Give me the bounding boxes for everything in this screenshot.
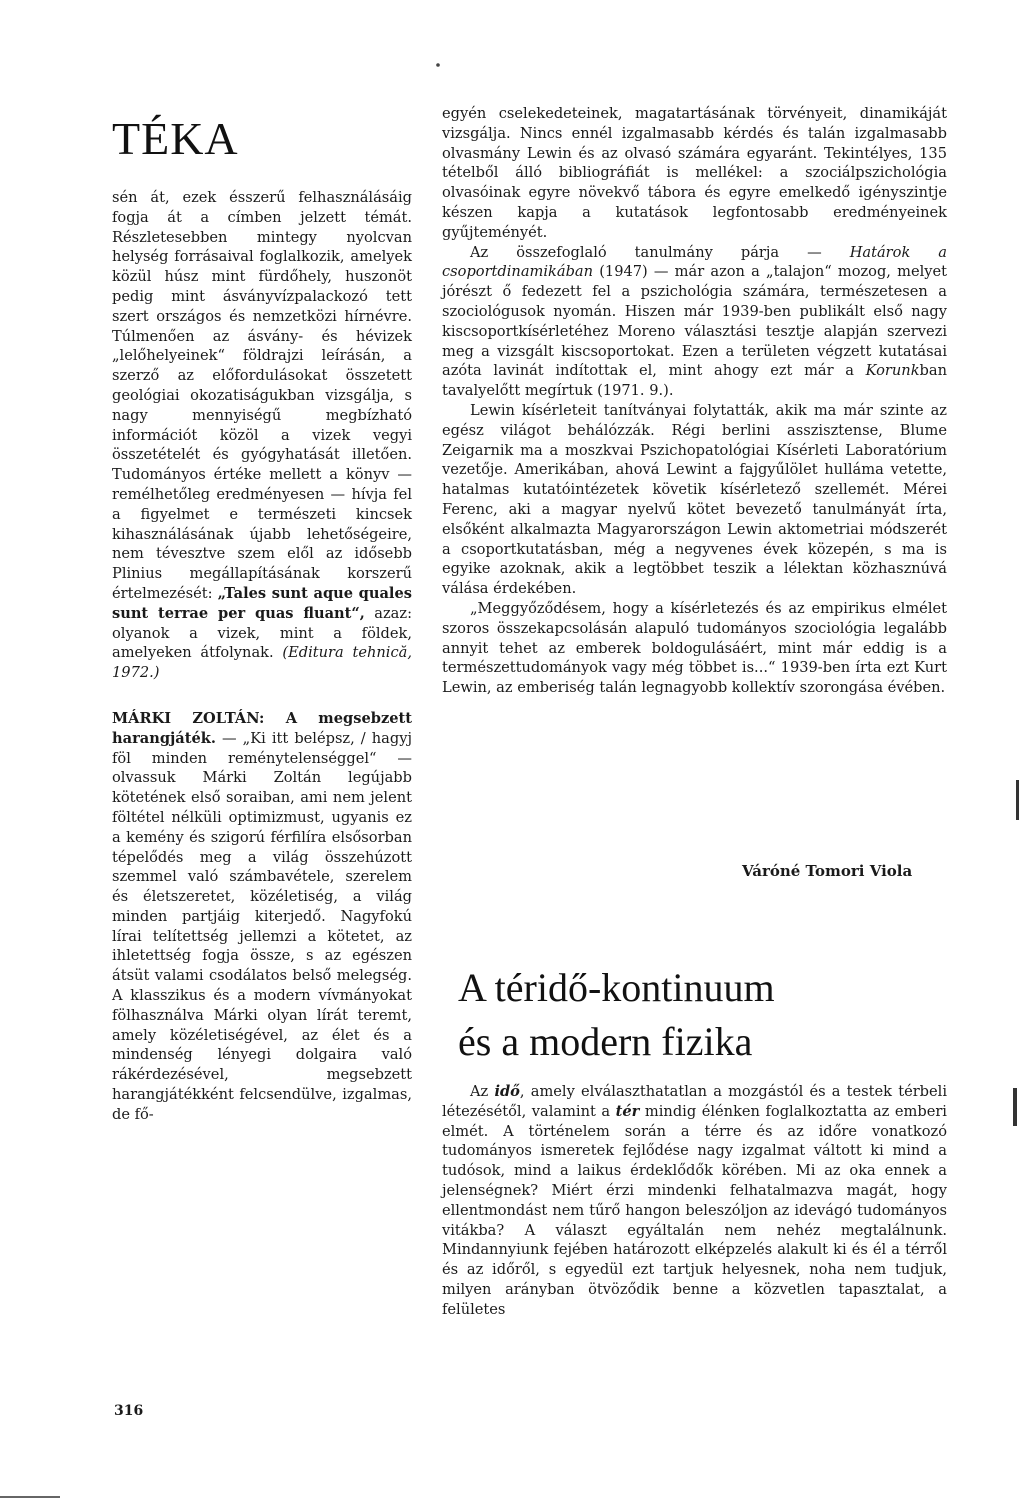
journal-name: Korunk <box>865 362 920 380</box>
paragraph-text: Az összefoglaló tanulmány párja — <box>470 243 850 261</box>
paragraph-text: ban tavalyelőtt megírtuk (1971. 9.). <box>442 362 947 400</box>
review-text-continued: azaz: olyanok a vizek, mint a földek, amelyeken átfolynak. <box>112 604 412 662</box>
body-paragraph: „Meggyőződésem, hogy a kísérletezés és az empirikus elmélet szoros összekapcsolásán alapuló tudományos szociológia legalább annyit tehet az emberek boldogulásáért, mint már eddig is a természettudományok vagy még többet is...“ 1939-ben írta ezt Kurt Lewin, az emberiség talán legnagyobb kollektív szorongása évében. <box>442 599 947 697</box>
book-title: Határok a csoportdinamikában <box>442 243 947 281</box>
review-heading: MÁRKI ZOLTÁN: A megsebzett harangjáték. <box>112 709 412 747</box>
publisher-citation: (Editura tehnică, 1972.) <box>112 644 412 682</box>
review-text: sén át, ezek ésszerű felhasználásáig fogja át a címben jelzett témát. Részletesebben mintegy nyolcvan helység forrásaival foglalkozik, amelyek közül húsz mint fürdőhely, huszonöt pedig mint ásványvízpalackozó tett szert országos és nemzetközi hírnévre. Túlmenően az ásvány- és hévizek „lelőhelyeinek“ földrajzi leírásán, a szerző az előfordulásokat összetett geológiai okozatiságukban vizsgálja, s nagy mennyiségű megbízható információt közöl a vizek vegyi összetételét és gyógyhatását illetően. Tudományos értéke mellett a könyv — remélhetőleg eredményesen — hívja fel a figyelmet e természeti kincsek kihasználásának újabb lehetőségeire, nem tévesztve szem elől az idősebb Plinius megállapításának korszerű értelmezését: <box>112 189 412 602</box>
paragraph-text: (1947) — már azon a „talajon“ mozog, melyet jórészt ő fedezett fel a pszichológia számára, természetesen a szociológusok nyomán. Hiszen már 1939-ben publikált első nagy kiscsoportkísérletéhez Moreno választási tesztje alapján szervezi meg a vizsgált kiscsoportokat. Ezen a területen végzett kutatásai azóta lavinát indítottak el, mint ahogy ezt már a <box>442 263 947 380</box>
emphasized-term: idő <box>494 1083 520 1100</box>
review-text: — „Ki itt belépsz, / hagyj föl minden reménytelenséggel“ — olvassuk Márki Zoltán legújabb kötetének első soraiban, ami nem jelent föltétel nélküli optimizmust, ugyanis ez a kemény és szigorú férfilíra elsősorban tépelődés meg a világ összehúzott szemmel való számbavétele, szerelem és életszeretet, közéletiség, a világ minden partjáig kiterjedő. Nagyfokú lírai telítettség jellemzi a kötetet, az ihletettség fogja össze, s az egészen átsüt valami csodálatos belső melegség. A klasszikus és a modern vívmányokat fölhasználva Márki olyan lírát teremt, amely közéletiségével, az élet és a mindenség lényegi dolgaira való rákérdezésével, megsebzett harangjátékként felcsendülve, izgalmas, de fő- <box>112 729 412 1123</box>
paragraph-text: mindig élénken foglalkoztatta az emberi elmét. A történelem során a térre és az időre vonatkozó tudományos ismeretek fejlődése nagy izgalmat váltott ki mind a tudósok, mind a laikus érdeklődők körében. Mi az oka ennek a jelenségnek? Miért érzi mindenki felhatalmazva magát, hogy ellentmondást nem tűrő hangon beleszóljon az idevágó tudományos vitákba? A választ egyáltalán nem nehéz megtalálnunk. Mindannyiunk fejében határozott elképzelés alakult ki és él a térről és az időről, s egyedül ezt tartjuk helyesnek, noha nem tudjuk, milyen arányban ötvöződik benne a közvetlen tapasztalat, a felületes <box>442 1102 947 1318</box>
body-paragraph: egyén cselekedeteinek, magatartásának törvényeit, dinamikáját vizsgálja. Nincs ennél izgalmasabb kérdés és talán izgalmasabb olvasmány Lewin és az olvasó számára egyaránt. Tekintélyes, 135 tételből álló bibliográfiát is mellékel: a szociálpszichológia olvasóinak egyre növekvő tábora és egyre emelkedő igényszintje készen kapja a kutatások legfontosabb eredményeinek gyűjteményét. <box>442 105 947 241</box>
paragraph-text: Az <box>470 1083 495 1100</box>
latin-quote: „Tales sunt aque quales sunt terrae per quas fluant“, <box>112 584 412 622</box>
scan-edge-mark <box>1013 1088 1017 1126</box>
article-title-line: és a modern fizika <box>458 1019 753 1064</box>
section-heading: TÉKA <box>112 113 239 164</box>
paragraph-text: , amely elválaszthatatlan a mozgástól és a testek térbeli létezésétől, valamint a <box>442 1083 947 1120</box>
scan-edge-mark <box>1016 780 1019 820</box>
emphasized-term: tér <box>615 1102 640 1120</box>
scan-speck <box>436 63 440 67</box>
page-number: 316 <box>114 1403 144 1419</box>
article-title-line: A téridő-kontinuum <box>458 965 775 1010</box>
author-signature: Váróné Tomori Viola <box>742 862 913 880</box>
body-paragraph: Lewin kísérleteit tanítványai folytatták, akik ma már szinte az egész világot behálózzák. Régi berlini asszisztense, Blume Zeigarnik ma a moszkvai Pszichopatológiai Kísérleti Laboratórium vezetője. Amerikában, ahová Lewint a fajgyűlölet hulláma vetette, hatalmas kutatóintézetek követik kísérletező szellemét. Mérei Ferenc, aki a magyar nyelvű kötet bevezető tanulmányát írta, elsőként alkalmazta Magyarországon Lewin aktometriai módszerét a csoportkutatásban, még a negyvenes évek közepén, s ma is egyike azoknak, akik a legtöbbet teszik a lélektan közhasznúvá válása érdekében. <box>442 401 947 598</box>
